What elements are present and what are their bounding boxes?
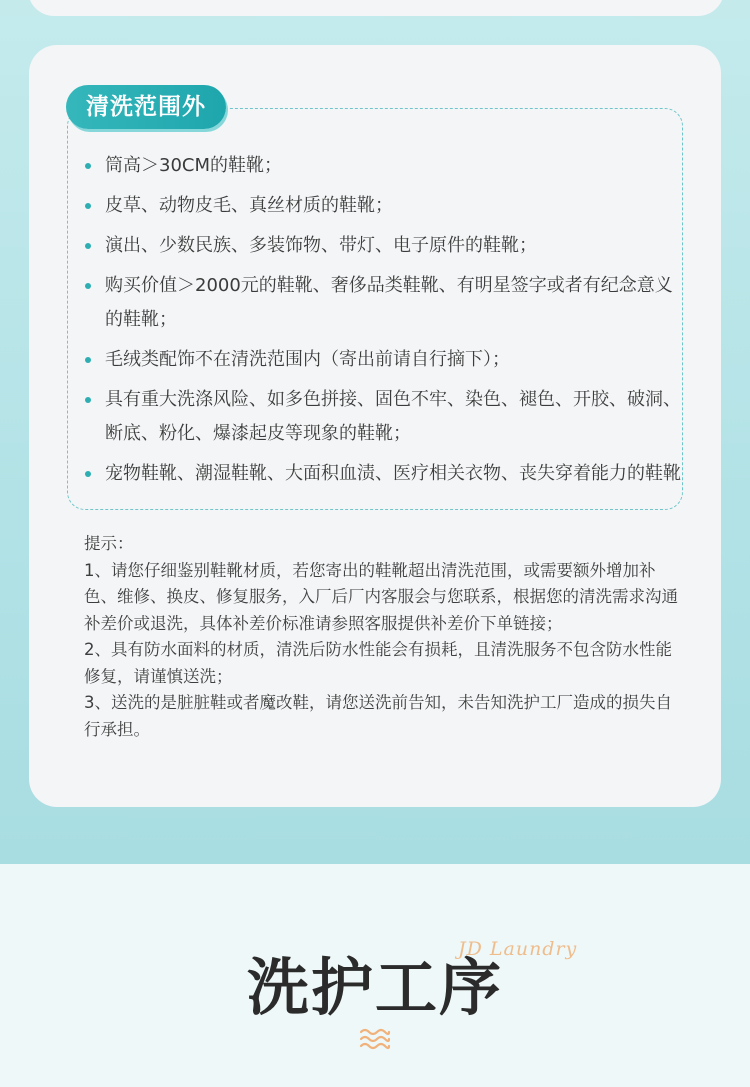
tips-block bbox=[84, 531, 684, 743]
out-of-scope-card bbox=[29, 45, 721, 807]
tip-item: 3、送洗的是脏脏鞋或者魔改鞋，请您送洗前告知，未告知洗护工厂造成的损失自行承担。 bbox=[84, 693, 672, 739]
list-item bbox=[85, 383, 685, 451]
process-section bbox=[0, 864, 750, 1087]
tips-heading: 提示： bbox=[84, 534, 134, 553]
list-item-text: 具有重大洗涤风险、如多色拼接、固色不牢、染色、褪色、开胶、破洞、断底、粉化、爆漆起皮等现象的鞋靴； bbox=[105, 389, 681, 444]
list-item bbox=[85, 229, 685, 263]
section-badge: 清洗范围外 bbox=[66, 85, 226, 129]
list-item bbox=[85, 343, 685, 377]
list-item bbox=[85, 189, 685, 223]
list-item bbox=[85, 149, 685, 183]
tip-item: 1、请您仔细鉴别鞋靴材质，若您寄出的鞋靴超出清洗范围，或需要额外增加补色、维修、换皮、修复服务，入厂后厂内客服会与您联系，根据您的清洗需求沟通补差价或退洗，具体补差价标准请参照客服提供补差价下单链接； bbox=[84, 560, 678, 633]
list-item bbox=[85, 269, 685, 337]
section-title: 洗护工序 bbox=[246, 951, 503, 1024]
bullet-icon bbox=[85, 397, 91, 403]
list-item bbox=[85, 457, 685, 491]
bullet-icon bbox=[85, 471, 91, 477]
list-item-text: 毛绒类配饰不在清洗范围内（寄出前请自行摘下）； bbox=[105, 349, 510, 370]
bullet-icon bbox=[85, 357, 91, 363]
brand-script: JD Laundry bbox=[458, 938, 578, 960]
list-item-text: 皮草、动物皮毛、真丝材质的鞋靴； bbox=[105, 195, 393, 216]
list-item-text: 宠物鞋靴、潮湿鞋靴、大面积血渍、医疗相关衣物、丧失穿着能力的鞋靴 bbox=[105, 463, 681, 484]
bullet-icon bbox=[85, 243, 91, 249]
list-item-text: 筒高＞30CM的鞋靴； bbox=[105, 155, 283, 176]
tip-item: 2、具有防水面料的材质，清洗后防水性能会有损耗，且清洗服务不包含防水性能修复，请谨慎送洗； bbox=[84, 640, 672, 686]
previous-card bbox=[28, 0, 724, 16]
bullet-icon bbox=[85, 283, 91, 289]
list-item-text: 购买价值＞2000元的鞋靴、奢侈品类鞋靴、有明星签字或者有纪念意义的鞋靴； bbox=[105, 275, 673, 330]
wave-icon bbox=[359, 1028, 391, 1050]
list-item-text: 演出、少数民族、多装饰物、带灯、电子原件的鞋靴； bbox=[105, 235, 537, 256]
out-of-scope-list bbox=[85, 149, 685, 497]
bullet-icon bbox=[85, 203, 91, 209]
bullet-icon bbox=[85, 163, 91, 169]
